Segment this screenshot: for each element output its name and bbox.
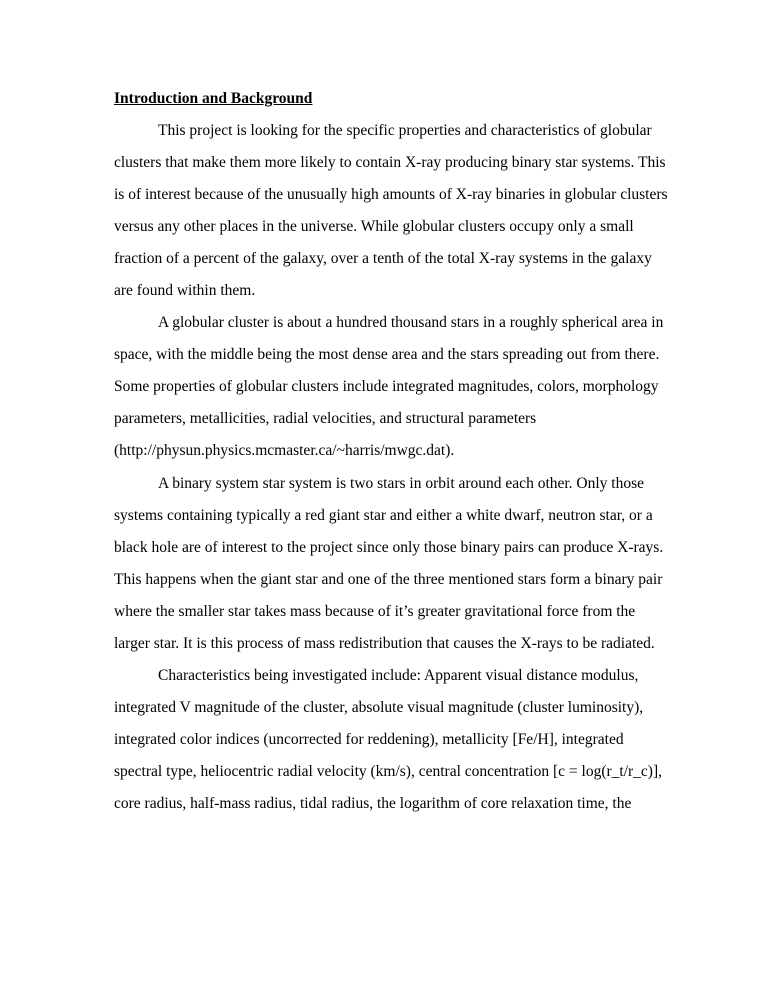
paragraph-line: A binary system star system is two stars in orbit around each other. Only those (158, 475, 645, 492)
paragraph-line: parameters, metallicities, radial velocities, and structural parameters (114, 410, 537, 428)
paragraph-line: space, with the middle being the most dense area and the stars spreading out from there. (114, 346, 660, 364)
paragraph-line: systems containing typically a red giant star and either a white dwarf, neutron star, or a (114, 507, 653, 525)
paragraph-line: Characteristics being investigated include: Apparent visual distance modulus, (158, 667, 639, 684)
paragraph-line: black hole are of interest to the project since only those binary pairs can produce X-rays. (114, 539, 664, 557)
paragraph-binary-system (114, 468, 663, 661)
paragraph-line: spectral type, heliocentric radial velocity (km/s), central concentration [c = log(r_t/r_c)], (114, 763, 662, 781)
paragraph-line: This project is looking for the specific properties and characteristics of globular (158, 122, 652, 139)
paragraph-line: larger star. It is this process of mass redistribution that causes the X-rays to be radiated. (114, 635, 655, 653)
paragraph-globular-cluster (114, 307, 663, 467)
section-heading: Introduction and Background (114, 90, 313, 107)
paragraph-line: core radius, half-mass radius, tidal radius, the logarithm of core relaxation time, the (114, 795, 632, 813)
paragraph-line: A globular cluster is about a hundred thousand stars in a roughly spherical area in (158, 314, 664, 331)
paragraph-line: fraction of a percent of the galaxy, over a tenth of the total X-ray systems in the galaxy (114, 250, 652, 268)
paragraph-line: integrated V magnitude of the cluster, absolute visual magnitude (cluster luminosity), (114, 699, 644, 717)
paragraph-line: versus any other places in the universe. While globular clusters occupy only a small (114, 218, 634, 236)
paragraph-line: are found within them. (114, 282, 256, 300)
paragraph-line: clusters that make them more likely to contain X-ray producing binary star systems. This (114, 154, 666, 172)
paragraph-line: (http://physun.physics.mcmaster.ca/~harris/mwgc.dat). (114, 442, 455, 460)
paragraph-line: is of interest because of the unusually high amounts of X-ray binaries in globular clusters (114, 186, 668, 204)
paragraph-line: where the smaller star takes mass because of it’s greater gravitational force from the (114, 603, 636, 621)
paragraph-line: Some properties of globular clusters include integrated magnitudes, colors, morphology (114, 378, 659, 396)
paragraph-intro (114, 115, 668, 308)
paragraph-line: integrated color indices (uncorrected for reddening), metallicity [Fe/H], integrated (114, 731, 624, 749)
paragraph-characteristics (114, 660, 662, 820)
paragraph-line: This happens when the giant star and one of the three mentioned stars form a binary pair (114, 571, 663, 589)
